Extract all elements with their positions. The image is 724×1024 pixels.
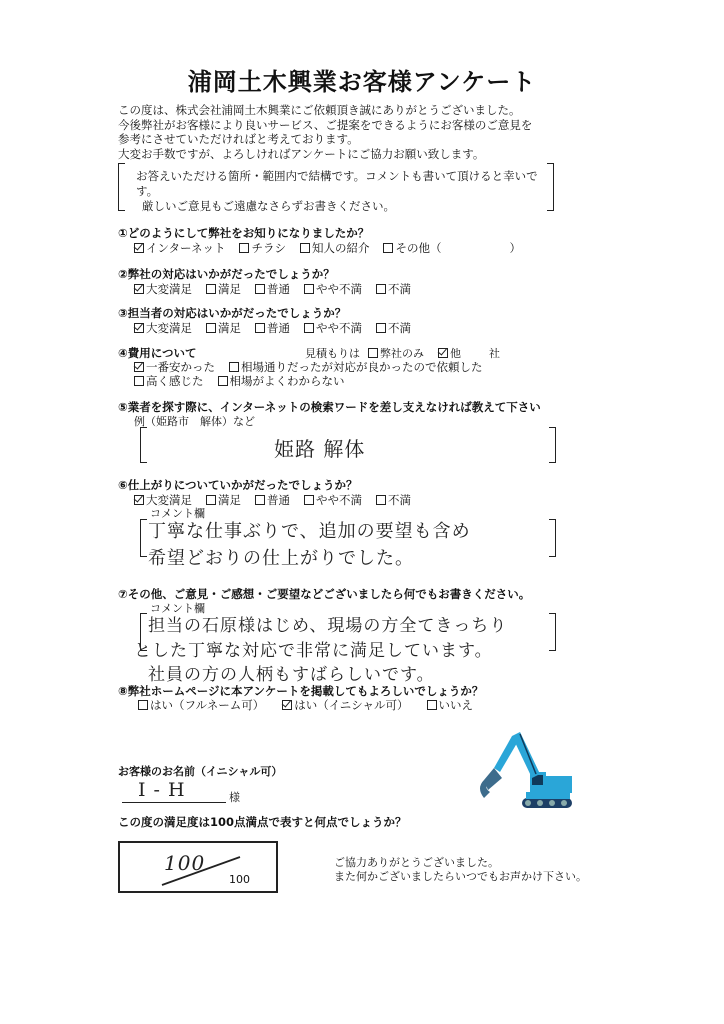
checkbox-icon — [376, 284, 386, 294]
q2-option-very-satisfied[interactable]: 大変満足 — [134, 281, 192, 297]
question-2: ②弊社の対応はいかがだったでしょうか？ — [118, 267, 335, 281]
intro-line: 今後弊社がお客様により良いサービス、ご提案をできるようにお客様のご意見を — [118, 117, 533, 132]
closing-text — [334, 856, 587, 884]
checkbox-icon — [206, 495, 216, 505]
question-7: ⑦その他、ご意見・ご感想・ご要望などございましたら何でもお書きください。 — [118, 587, 531, 601]
question-8: ⑧弊社ホームページに本アンケートを掲載してもよろしいでしょうか？ — [118, 684, 484, 698]
q6-option-satisfied[interactable]: 満足 — [206, 492, 241, 508]
q6-option-somewhat-unsatisfied[interactable]: やや不満 — [304, 492, 362, 508]
score-value: 100 — [164, 851, 206, 875]
checkbox-icon — [239, 243, 249, 253]
question-3: ③担当者の対応はいかがだったでしょうか？ — [118, 306, 347, 320]
checkbox-icon — [376, 323, 386, 333]
q3-option-normal[interactable]: 普通 — [255, 320, 290, 336]
q4-estimate: 見積もりは 弊社のみ 他 社 — [305, 347, 500, 360]
checkbox-checked-icon — [134, 495, 144, 505]
note-line: お答えいただける箇所・範囲内で結構です。コメントも書いて頂けると幸いです。 — [136, 169, 538, 198]
checkbox-checked-icon — [438, 348, 448, 358]
score-max: 100 — [229, 873, 250, 886]
q3-option-very-satisfied[interactable]: 大変満足 — [134, 320, 192, 336]
q8-option-initials[interactable]: はい（イニシャル可） — [282, 697, 408, 713]
checkbox-icon — [300, 243, 310, 253]
q2-option-somewhat-unsatisfied[interactable]: やや不満 — [304, 281, 362, 297]
name-label: お客様のお名前（イニシャル可） — [118, 765, 283, 778]
checkbox-icon — [304, 284, 314, 294]
checkbox-icon — [376, 495, 386, 505]
q4-options-row2 — [134, 373, 359, 389]
checkbox-checked-icon — [282, 700, 292, 710]
closing-line: また何かございましたらいつでもお声かけ下さい。 — [334, 870, 587, 883]
checkbox-checked-icon — [134, 284, 144, 294]
checkbox-icon — [218, 376, 228, 386]
checkbox-icon — [368, 348, 378, 358]
q4-option-cheapest[interactable]: 一番安かった — [134, 359, 215, 375]
q6-option-normal[interactable]: 普通 — [255, 492, 290, 508]
checkbox-icon — [427, 700, 437, 710]
q3-options — [134, 320, 425, 336]
q7-comment-line: とした丁寧な対応で非常に満足しています。 — [134, 641, 493, 661]
q2-option-satisfied[interactable]: 満足 — [206, 281, 241, 297]
excavator-icon — [470, 728, 580, 812]
checkbox-icon — [138, 700, 148, 710]
checkbox-icon — [229, 362, 239, 372]
note-line: 厳しいご意見もご遠慮なさらずお書きください。 — [142, 199, 395, 213]
q8-options — [138, 697, 487, 713]
q5-answer-box[interactable] — [140, 427, 556, 463]
checkbox-icon — [304, 323, 314, 333]
q2-options — [134, 281, 425, 297]
checkbox-icon — [206, 284, 216, 294]
checkbox-checked-icon — [134, 323, 144, 333]
q6-comment-line: 希望どおりの仕上がりでした。 — [148, 548, 414, 569]
q5-answer: 姫路 解体 — [274, 437, 366, 461]
q1-option-other[interactable]: その他（ ） — [383, 240, 521, 256]
q7-comment-line: 担当の石原様はじめ、現場の方全てきっちり — [148, 616, 508, 636]
question-6: ⑥仕上がりについていかがだったでしょうか？ — [118, 478, 358, 492]
q7-comment-label: コメント欄 — [150, 602, 205, 615]
closing-line: ご協力ありがとうございました。 — [334, 856, 499, 869]
q3-option-unsatisfied[interactable]: 不満 — [376, 320, 411, 336]
q1-option-internet[interactable]: インターネット — [134, 240, 225, 256]
q5-example: 例（姫路市 解体）など — [134, 415, 255, 428]
q4-option-market-price[interactable]: 相場通りだったが対応が良かったので依頼した — [229, 359, 483, 375]
q1-option-referral[interactable]: 知人の紹介 — [300, 240, 370, 256]
name-suffix: 様 — [229, 791, 240, 804]
checkbox-icon — [383, 243, 393, 253]
question-5: ⑤業者を探す際に、インターネットの検索ワードを差し支えなければ教えて下さい — [118, 400, 541, 414]
intro-text — [118, 103, 532, 161]
name-value: I - H — [138, 779, 186, 801]
score-question: この度の満足度は100点満点で表すと何点でしょうか？ — [118, 815, 407, 829]
name-underline — [122, 802, 226, 803]
checkbox-icon — [206, 323, 216, 333]
q6-comment-line: 丁寧な仕事ぶりで、追加の要望も含め — [148, 521, 471, 542]
checkbox-checked-icon — [134, 362, 144, 372]
q3-option-somewhat-unsatisfied[interactable]: やや不満 — [304, 320, 362, 336]
q4-option-unknown[interactable]: 相場がよくわからない — [218, 373, 345, 389]
checkbox-icon — [255, 323, 265, 333]
q1-option-flyer[interactable]: チラシ — [239, 240, 286, 256]
q4-estimate-only-us[interactable]: 弊社のみ — [368, 345, 424, 361]
page-title: 浦岡土木興業お客様アンケート — [187, 68, 537, 96]
intro-line: 大変お手数ですが、よろしければアンケートにご協力お願い致します。 — [118, 146, 485, 161]
question-1: ①どのようにして弊社をお知りになりましたか？ — [118, 226, 370, 240]
q8-option-fullname[interactable]: はい（フルネーム可） — [138, 697, 264, 713]
checkbox-icon — [255, 495, 265, 505]
checkbox-icon — [255, 284, 265, 294]
q4-estimate-others[interactable]: 他 — [438, 345, 461, 361]
checkbox-checked-icon — [134, 243, 144, 253]
checkbox-icon — [134, 376, 144, 386]
q6-option-unsatisfied[interactable]: 不満 — [376, 492, 411, 508]
q1-options — [134, 240, 535, 256]
intro-line: この度は、株式会社浦岡土木興業にご依頼頂き誠にありがとうございました。 — [118, 103, 521, 117]
question-4: ④費用について — [118, 346, 197, 360]
intro-line: 参考にさせていただければと考えております。 — [118, 132, 359, 146]
q2-option-normal[interactable]: 普通 — [255, 281, 290, 297]
q6-comment-label: コメント欄 — [150, 507, 205, 520]
q7-comment-line: 社員の方の人柄もすばらしいです。 — [148, 665, 435, 685]
note-box — [118, 163, 554, 211]
q6-option-very-satisfied[interactable]: 大変満足 — [134, 492, 192, 508]
q8-option-no[interactable]: いいえ — [427, 697, 474, 713]
q2-option-unsatisfied[interactable]: 不満 — [376, 281, 411, 297]
checkbox-icon — [304, 495, 314, 505]
q3-option-satisfied[interactable]: 満足 — [206, 320, 241, 336]
q4-option-expensive[interactable]: 高く感じた — [134, 373, 204, 389]
